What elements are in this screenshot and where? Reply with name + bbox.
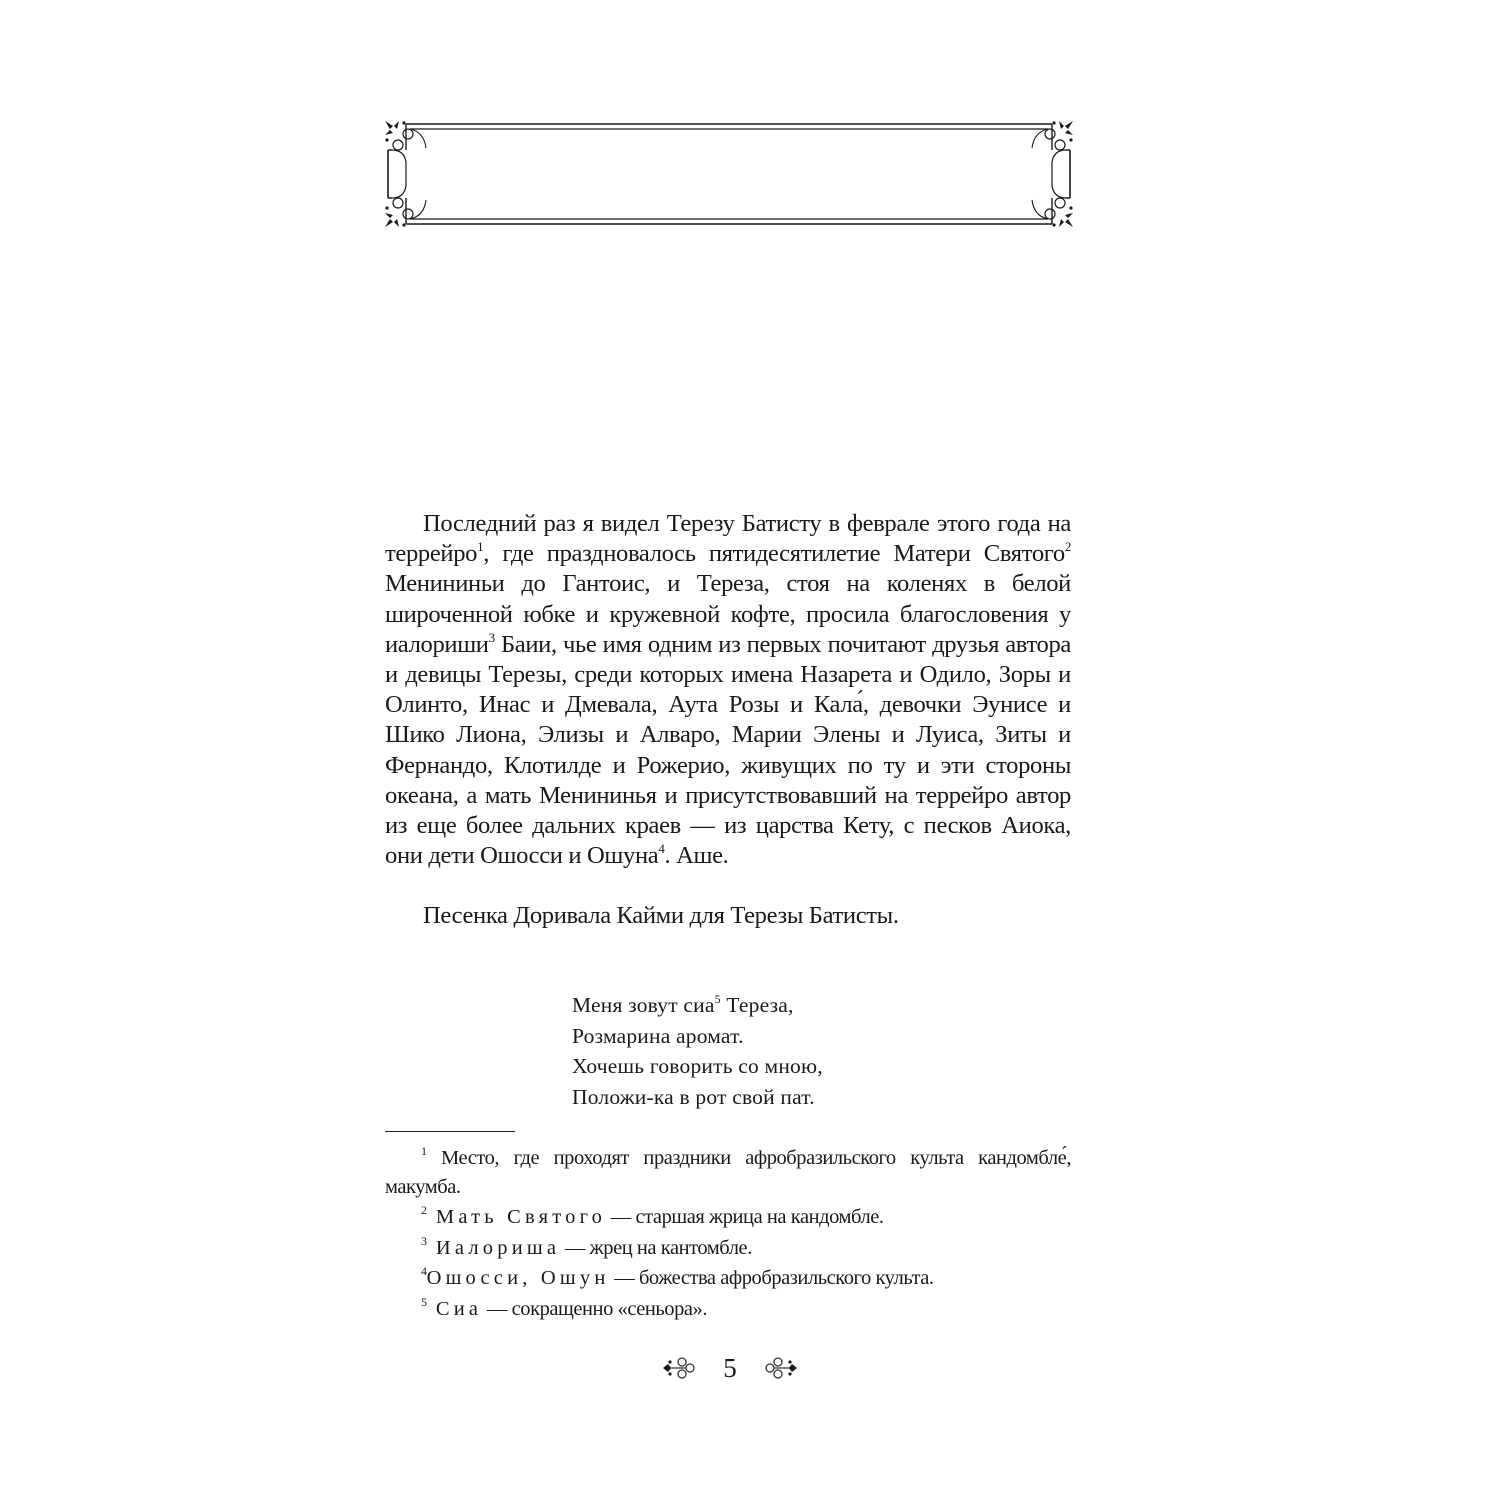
footnote-text: — старшая жрица на кандомбле. — [606, 1206, 884, 1228]
poem-line-4: Положи-ка в рот свой пат. — [572, 1084, 815, 1109]
ornamental-header-frame — [384, 120, 1074, 228]
text-segment: Менининьи до Гантоис, и Тереза, стоя на коленях в белой широченной юбке и кружевной кофте, просила благословения у иалориши — [385, 570, 1071, 658]
footnote-term: Иалориша — [426, 1236, 561, 1259]
text-segment: , где праздновалось пятидесятилетие Матери Святого — [483, 540, 1065, 568]
paragraph-song-intro: Песенка Доривала Кайми для Терезы Батисты. — [423, 902, 899, 930]
footnotes-section — [385, 1144, 1071, 1325]
footnote-number: 2 — [421, 1203, 427, 1217]
footnote-term: Мать Святого — [426, 1206, 607, 1228]
footnote-ref-3[interactable]: 3 — [488, 629, 495, 645]
footnote-term: Ошосси, Ошун — [426, 1267, 610, 1289]
footnote-divider — [385, 1131, 515, 1132]
paragraph-intro — [385, 509, 1071, 871]
footnote-text: Место, где проходят праздники афробразильского культа кандомбле́, макумба. — [385, 1147, 1071, 1198]
footnote-number: 3 — [421, 1233, 427, 1248]
footnote-5 — [385, 1295, 1071, 1324]
text-segment: Последний раз я видел Терезу Батисту в феврале этого года на террейро — [385, 510, 1071, 568]
text-segment: . Аше. — [664, 842, 729, 870]
poem-text: Меня зовут сиа — [572, 993, 715, 1017]
footnote-term: Сиа — [426, 1297, 483, 1320]
footnote-ref-4[interactable]: 4 — [658, 841, 665, 857]
poem-line-1 — [572, 990, 823, 1021]
frame-border-icon — [384, 120, 1074, 228]
footnote-number: 5 — [421, 1294, 427, 1309]
text-segment: Баии, чье имя одним из первых почитают друзья автора и девицы Терезы, среди которых имена Назарета и Одило, Зоры и Олинто, Инас и Дмевала, Аута Розы и Кала́, девочки Эунисе и Шико Лиона, Элизы и Алваро, Марии Элены и Луиса, Зиты и Фернандо, Клотилде и Рожерио, живущих по ту и эти стороны океана, а мать Менининья и присутствовавший на террейро автор из еще более дальних краев — из царства Кету, с песков Аиока, они дети Ошосси и Ошуна — [385, 630, 1071, 870]
footnote-2 — [385, 1203, 1071, 1232]
footnote-number: 1 — [421, 1144, 427, 1158]
footnote-ref-2[interactable]: 2 — [1064, 539, 1071, 555]
fleuron-left-icon — [662, 1355, 696, 1381]
footnote-text: — божества афробразильского культа. — [609, 1267, 934, 1289]
poem-line-3: Хочешь говорить со мною, — [572, 1054, 823, 1078]
footnote-number: 4 — [421, 1264, 427, 1278]
page-footer — [662, 1348, 798, 1388]
footnote-text: — сокращенно «сеньора». — [482, 1297, 708, 1320]
footnote-ref-5[interactable]: 5 — [714, 992, 721, 1006]
poem-line-2: Розмарина аромат. — [572, 1023, 744, 1048]
poem-block — [572, 990, 823, 1112]
page-number: 5 — [723, 1353, 737, 1383]
footnote-3 — [385, 1234, 1071, 1263]
footnote-text: — жрец на кантомбле. — [560, 1236, 752, 1259]
footnote-4 — [385, 1264, 1071, 1293]
footnote-1 — [385, 1144, 1071, 1201]
fleuron-right-icon — [764, 1355, 798, 1381]
footnote-ref-1[interactable]: 1 — [477, 539, 484, 555]
body-text — [385, 509, 1071, 932]
poem-text: Тереза, — [720, 993, 794, 1017]
